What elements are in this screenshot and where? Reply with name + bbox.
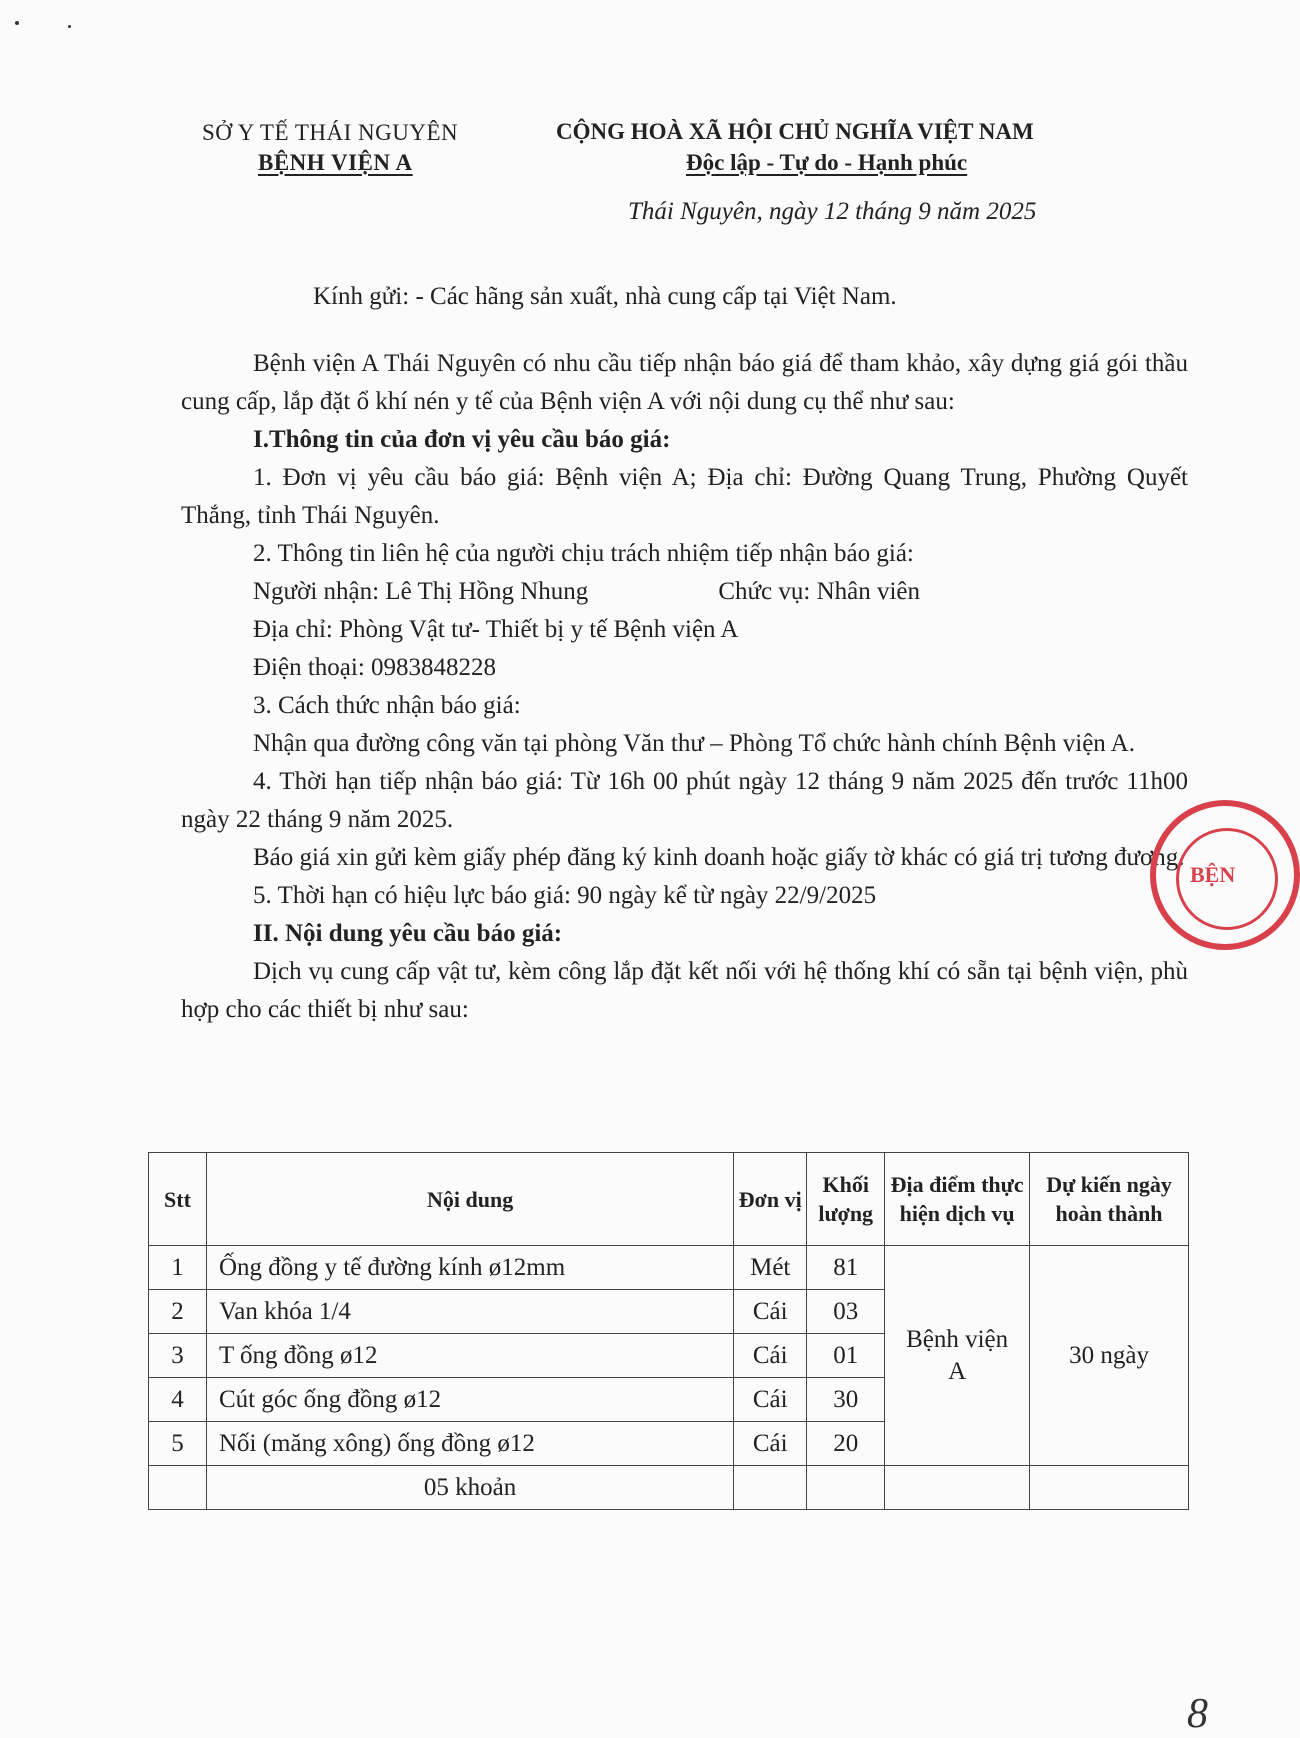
- header-content: Nội dung: [206, 1153, 733, 1246]
- receiver-line: [181, 573, 1188, 611]
- table-row: [149, 1246, 1189, 1290]
- cell-empty: [807, 1466, 885, 1510]
- table-total-row: [149, 1466, 1189, 1510]
- cell-content: Van khóa 1/4: [206, 1290, 733, 1334]
- cell-stt: 4: [149, 1378, 207, 1422]
- receiver-phone: Điện thoại: 0983848228: [253, 654, 497, 681]
- section1-item3-detail: Nhận qua đường công văn tại phòng Văn thư – Phòng Tổ chức hành chính Bệnh viện A.: [253, 730, 1135, 757]
- header-location: Địa điểm thực hiện dịch vụ: [885, 1153, 1030, 1246]
- agency-name: SỞ Y TẾ THÁI NGUYÊN: [202, 120, 459, 145]
- cell-qty: 01: [807, 1334, 885, 1378]
- recipient-line: Kính gửi: - Các hãng sản xuất, nhà cung cấp tại Việt Nam.: [313, 283, 897, 310]
- cell-unit: Cái: [734, 1290, 807, 1334]
- cell-total: 05 khoản: [206, 1466, 733, 1510]
- intro-paragraph: Bệnh viện A Thái Nguyên có nhu cầu tiếp nhận báo giá để tham khảo, xây dựng giá gói thầu cung cấp, lắp đặt ổ khí nén y tế của Bệnh viện A với nội dung cụ thể như sau:: [181, 350, 1188, 415]
- official-seal-text: BỆN: [1190, 862, 1236, 887]
- scan-speck: [68, 25, 71, 28]
- section2-title: II. Nội dung yêu cầu báo giá:: [253, 920, 563, 947]
- section1-title: I.Thông tin của đơn vị yêu cầu báo giá:: [253, 426, 671, 453]
- section1-item4: 4. Thời hạn tiếp nhận báo giá: Từ 16h 00 phút ngày 12 tháng 9 năm 2025 đến trước 11h00 ngày 22 tháng 9 năm 2025.: [181, 768, 1188, 833]
- section2-desc: Dịch vụ cung cấp vật tư, kèm công lắp đặt kết nối với hệ thống khí có sẵn tại bệnh viện, phù hợp cho các thiết bị như sau:: [181, 958, 1188, 1023]
- cell-empty: [734, 1466, 807, 1510]
- cell-completion: 30 ngày: [1030, 1246, 1189, 1466]
- section1-item5: 5. Thời hạn có hiệu lực báo giá: 90 ngày kể từ ngày 22/9/2025: [253, 882, 877, 909]
- cell-content: T ống đồng ø12: [206, 1334, 733, 1378]
- quote-table: [148, 1152, 1189, 1510]
- cell-qty: 20: [807, 1422, 885, 1466]
- section1-item4-note: Báo giá xin gửi kèm giấy phép đăng ký kinh doanh hoặc giấy tờ khác có giá trị tương đương.: [253, 844, 1185, 871]
- header-qty: Khối lượng: [807, 1153, 885, 1246]
- scan-speck: [15, 21, 19, 25]
- page-number: 8: [1187, 1691, 1208, 1737]
- receiver-name: Người nhận: Lê Thị Hồng Nhung: [253, 578, 589, 605]
- receiver-position: Chức vụ: Nhân viên: [718, 578, 921, 605]
- cell-unit: Mét: [734, 1246, 807, 1290]
- cell-qty: 81: [807, 1246, 885, 1290]
- cell-stt: 1: [149, 1246, 207, 1290]
- header-stt: Stt: [149, 1153, 207, 1246]
- table-header-row: [149, 1153, 1189, 1246]
- section1-item2: 2. Thông tin liên hệ của người chịu trách nhiệm tiếp nhận báo giá:: [253, 540, 914, 567]
- cell-location: Bệnh viện A: [885, 1246, 1030, 1466]
- cell-empty: [1030, 1466, 1189, 1510]
- cell-qty: 03: [807, 1290, 885, 1334]
- body-text: [181, 345, 1188, 1029]
- cell-content: Nối (măng xông) ống đồng ø12: [206, 1422, 733, 1466]
- receiver-address: Địa chỉ: Phòng Vật tư- Thiết bị y tế Bệnh viện A: [253, 616, 739, 643]
- cell-empty: [885, 1466, 1030, 1510]
- cell-unit: Cái: [734, 1422, 807, 1466]
- cell-content: Cút góc ống đồng ø12: [206, 1378, 733, 1422]
- country-name: CỘNG HOÀ XÃ HỘI CHỦ NGHĨA VIỆT NAM: [556, 119, 1034, 144]
- header-unit: Đơn vị: [734, 1153, 807, 1246]
- section1-item3: 3. Cách thức nhận báo giá:: [253, 692, 521, 719]
- cell-stt: 3: [149, 1334, 207, 1378]
- place-date: Thái Nguyên, ngày 12 tháng 9 năm 2025: [628, 198, 1037, 225]
- hospital-name: BỆNH VIỆN A: [258, 150, 413, 175]
- cell-stt: 2: [149, 1290, 207, 1334]
- cell-qty: 30: [807, 1378, 885, 1422]
- national-motto: Độc lập - Tự do - Hạnh phúc: [686, 150, 968, 175]
- cell-empty: [149, 1466, 207, 1510]
- cell-unit: Cái: [734, 1378, 807, 1422]
- section1-item1: 1. Đơn vị yêu cầu báo giá: Bệnh viện A; Địa chỉ: Đường Quang Trung, Phường Quyết Thắng, tỉnh Thái Nguyên.: [181, 464, 1188, 529]
- cell-unit: Cái: [734, 1334, 807, 1378]
- header-completion: Dự kiến ngày hoàn thành: [1030, 1153, 1189, 1246]
- cell-stt: 5: [149, 1422, 207, 1466]
- cell-content: Ống đồng y tế đường kính ø12mm: [206, 1246, 733, 1290]
